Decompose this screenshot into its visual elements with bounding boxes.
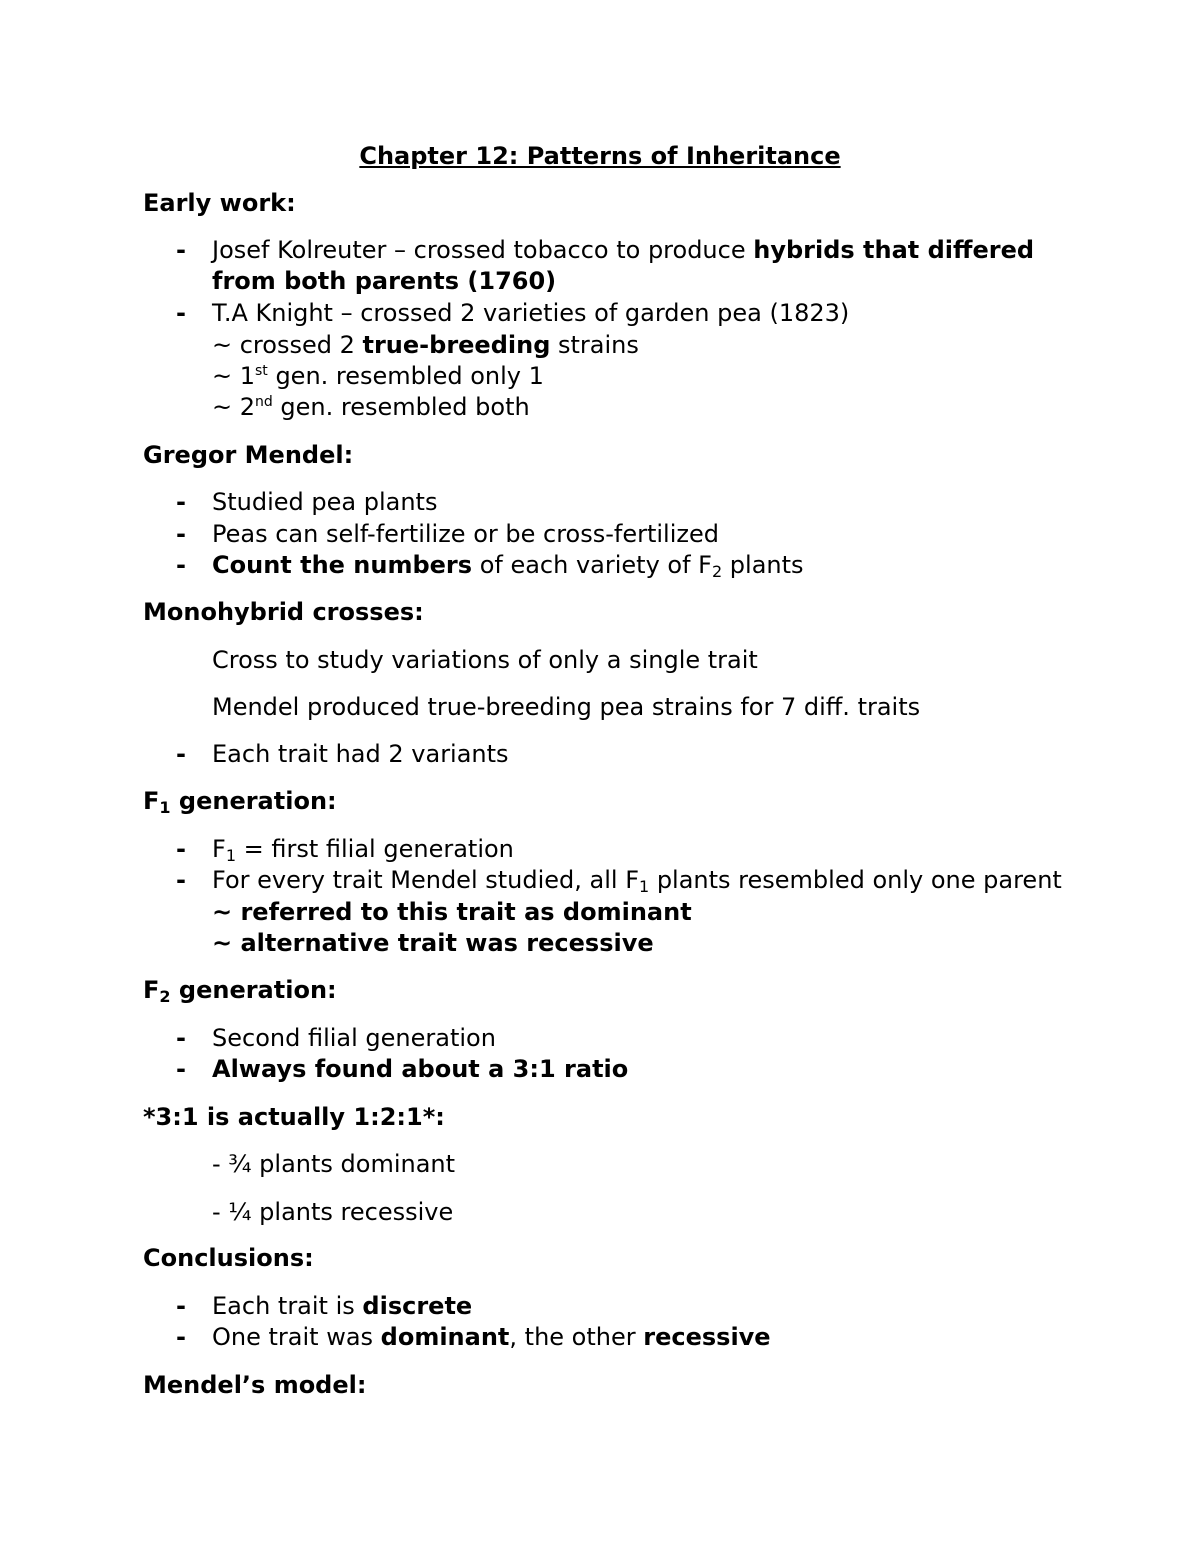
heading-monohybrid: Monohybrid crosses: (143, 598, 424, 626)
bullet-dash: - (176, 488, 186, 516)
bullet-dash: - (176, 551, 186, 579)
para-three-quarters: - ¾ plants dominant (212, 1150, 456, 1178)
bullet-dash: - (176, 520, 186, 548)
para-single-trait: Cross to study variations of only a single trait (212, 646, 758, 674)
para-one-quarter: - ¼ plants recessive (212, 1198, 454, 1226)
bullet-knight: T.A Knight – crossed 2 varieties of garden pea (1823) (212, 299, 850, 327)
bullet-dash: - (176, 866, 186, 894)
para-seven-traits: Mendel produced true-breeding pea strains for 7 diff. traits (212, 693, 921, 721)
heading-early-work: Early work: (143, 189, 296, 217)
sub-recessive: ~ alternative trait was recessive (212, 929, 654, 957)
bullet-dash: - (176, 1292, 186, 1320)
bullet-dash: - (176, 236, 186, 264)
bullet-dash: - (176, 1323, 186, 1351)
bullet-kolreuter: Josef Kolreuter – crossed tobacco to produce hybrids that differed (212, 236, 1035, 264)
bullet-dash: - (176, 1024, 186, 1052)
bullet-three-one-ratio: Always found about a 3:1 ratio (212, 1055, 629, 1083)
sub-true-breeding: ~ crossed 2 true-breeding strains (212, 331, 639, 359)
bullet-dash: - (176, 299, 186, 327)
bullet-dash: - (176, 835, 186, 863)
page-title: Chapter 12: Patterns of Inheritance (359, 142, 841, 170)
bullet-resembled-one-parent: For every trait Mendel studied, all $F_1$ plants resembled only one parent (212, 866, 1062, 896)
sub-first-gen: ~ 1st gen. resembled only 1 (212, 362, 544, 390)
bullet-count-numbers: Count the numbers of each variety of $F_2$ plants (212, 551, 804, 581)
bullet-dominant-recessive: One trait was dominant, the other recessive (212, 1323, 771, 1351)
bullet-kolreuter-cont: from both parents (1760) (212, 267, 557, 295)
bullet-discrete: Each trait is discrete (212, 1292, 473, 1320)
bullet-self-fertilize: Peas can self-fertilize or be cross-fertilized (212, 520, 719, 548)
bullet-two-variants: Each trait had 2 variants (212, 740, 509, 768)
heading-gregor-mendel: Gregor Mendel: (143, 441, 354, 469)
bullet-dash: - (176, 1055, 186, 1083)
sub-second-gen: ~ 2nd gen. resembled both (212, 393, 530, 421)
bullet-dash: - (176, 740, 186, 768)
heading-f2-generation: $F_2$ generation: (143, 976, 337, 1006)
bullet-pea-plants: Studied pea plants (212, 488, 438, 516)
heading-f1-generation: $F_1$ generation: (143, 787, 337, 817)
heading-ratio: *3:1 is actually 1:2:1*: (143, 1103, 445, 1131)
bullet-first-filial: $F_1$ = first filial generation (212, 835, 514, 865)
sub-dominant: ~ referred to this trait as dominant (212, 898, 692, 926)
bullet-second-filial: Second filial generation (212, 1024, 496, 1052)
heading-conclusions: Conclusions: (143, 1244, 314, 1272)
heading-mendels-model: Mendel’s model: (143, 1371, 367, 1399)
